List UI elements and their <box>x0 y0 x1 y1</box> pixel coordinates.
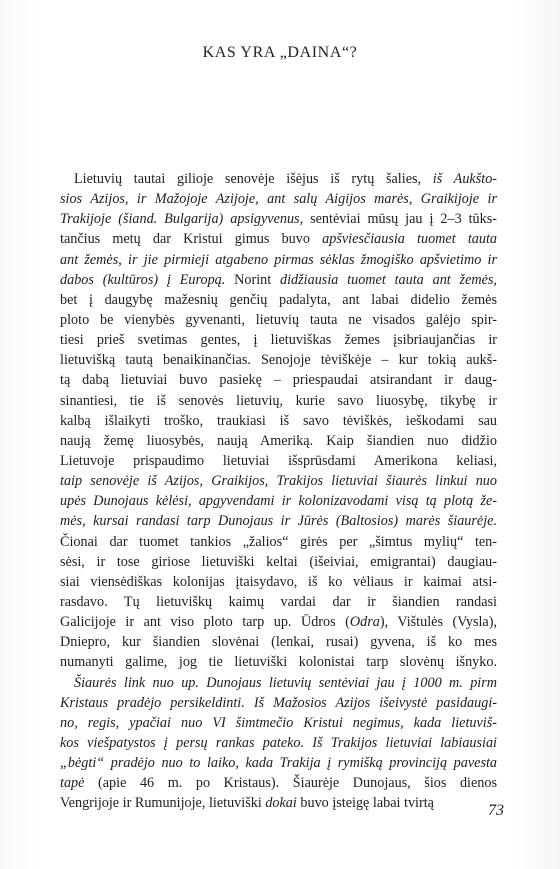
text-line <box>60 632 497 652</box>
italic-run: taip senovėje iš Azijos, Graikijos, Trakijos lietuviai šiaurės linkui nuo <box>60 473 497 490</box>
text-run: tą dabą lietuviai buvo pasiekę – priespaudai atsirandant ir daug- <box>60 372 497 389</box>
text-line <box>60 491 497 511</box>
text-line <box>60 733 497 753</box>
text-line <box>60 552 497 572</box>
text-run: Čionai dar tuomet tankios „žalios“ girės per „šimtus mylių“ ten- <box>60 533 497 550</box>
text-line <box>60 411 497 431</box>
text-line <box>60 189 497 209</box>
italic-run: upės Dunojaus kėlėsi, apgyvendami ir kolonizavodami visą tą plotą že- <box>60 493 497 510</box>
italic-run: didžiausia tuomet tauta ant žemės, <box>280 271 497 288</box>
text-line <box>60 773 497 793</box>
text-line <box>60 652 497 672</box>
text-line <box>60 169 497 189</box>
text-run: numanyti galime, jog tie lietuviški kolonistai tarp slovėnų išnyko. <box>60 654 497 671</box>
text-line <box>60 572 497 592</box>
text-run: ), Vištulės (Vysla), <box>379 614 497 631</box>
text-run: sentėviai mūsų jau į 2–3 tūks- <box>303 211 497 228</box>
text-line <box>60 290 497 310</box>
text-run: Dniepro, kur šiandien slovėnai (lenkai, rusai) gyvena, iš ko mes <box>60 634 497 651</box>
text-run: bet į daugybę mažesnių genčių padalyta, ant labai didelio žemės <box>60 291 497 308</box>
text-run: kalbą išlaikyti troško, traukiasi iš savo tėviškės, ieškodami sau <box>60 412 497 429</box>
italic-run: iš Aukšto- <box>432 171 497 187</box>
text-run: (apie 46 m. po Kristaus). Šiaurėje Dunojaus, šios dienos <box>84 775 497 792</box>
text-line <box>60 229 497 249</box>
text-run: sėsi, ir tose giriose lietuviški keltai (išeiviai, emigrantai) daugiau- <box>60 553 497 570</box>
text-run: Vengrijoje ir Rumunijoje, lietuviški <box>60 795 266 812</box>
text-line <box>60 310 497 330</box>
text-line <box>60 793 497 813</box>
text-run: Lietuvių tautai gilioje senovėje išėjus iš rytų šalies, <box>74 171 433 187</box>
text-run: rasdavo. Tų lietuviškų kaimų vardai dar ir šiandien randasi <box>60 593 497 610</box>
text-line <box>60 592 497 612</box>
text-run: ploto be vienybės gyvenanti, lietuvių tauta ne visados galėjo spir- <box>60 311 497 328</box>
italic-run: Odra <box>349 614 380 631</box>
text-line <box>60 713 497 733</box>
italic-run: dokai <box>265 795 297 812</box>
italic-run: apšviesčiausia tuomet tauta <box>322 231 497 248</box>
page-number: 73 <box>488 802 504 819</box>
text-line <box>60 753 497 773</box>
text-run: Galicijoje ir ant viso ploto tarp up. Ūdros ( <box>60 614 350 631</box>
text-run: lietuvišką tautą benaikinančias. Senojoje tėviškėje – kur tokią aukš- <box>60 352 497 369</box>
running-head: KAS YRA „DAINA“? <box>202 44 358 61</box>
text-run: tančius metų dar Kristui gimus buvo <box>60 231 323 248</box>
text-line <box>60 350 497 370</box>
text-run: buvo įsteigę labai tvirtą <box>296 795 434 812</box>
italic-run: „bėgti“ pradėjo nuo to laiko, kada Trakija į rymišką provinciją pavesta <box>60 755 497 772</box>
italic-run: Šiaurės link nuo up. Dunojaus lietuvių sentėviai jau į 1000 m. pirm <box>74 674 497 691</box>
text-line <box>60 270 497 290</box>
text-line <box>60 250 497 270</box>
italic-run: tapė <box>60 775 85 792</box>
text-line <box>60 330 497 350</box>
text-line <box>60 431 497 451</box>
text-run: Lietuvoje prispaudimo lietuviai išsprūsdami Amerikona keliasi, <box>60 452 497 469</box>
text-line <box>60 451 497 471</box>
text-line <box>60 391 497 411</box>
italic-run: Kristaus pradėjo persikeldinti. Iš Mažosios Azijos išeivystė pasidaugi- <box>60 694 497 711</box>
italic-run: mės, kursai randasi tarp Dunojaus ir Jūrės (Baltosios) marės šiaurėje. <box>60 513 497 530</box>
text-line <box>60 370 497 390</box>
text-line <box>60 511 497 531</box>
text-run: siai viensėdiškas kolonijas įtaisydavo, iš ko vėliaus ir kaimai atsi- <box>60 573 497 590</box>
italic-run: no, regis, ypačiai nuo VI šimtmečio Kristui negimus, kada lietuviš- <box>60 714 497 731</box>
italic-run: dabos (kultūros) į Europą. <box>60 271 226 288</box>
text-line <box>60 532 497 552</box>
text-line <box>60 209 497 229</box>
italic-run: Trakijoje (šiand. Bulgarija) apsigyvenus, <box>60 211 304 228</box>
text-line <box>60 693 497 713</box>
text-run: Norint <box>225 271 281 288</box>
text-run: sinantiesi, tie iš senovės lietuvių, kurie savo liuosybę, tikybę ir <box>60 392 497 409</box>
italic-run: sios Azijos, ir Mažojoje Azijoje, ant salų Aigijos marės, Graikijoje ir <box>60 191 497 208</box>
text-run: tiesi prieš svetimas gentes, į lietuviškas žemes įsibriaujančias ir <box>60 332 497 349</box>
italic-run: kos viešpatystos į persų rankas pateko. Iš Trakijos lietuviai labiausiai <box>60 734 497 751</box>
text-line <box>60 612 497 632</box>
text-run: naują žemę liuosybės, naują Ameriką. Kaip šiandien nuo didžio <box>60 432 497 449</box>
text-line <box>60 471 497 491</box>
body-text <box>60 169 497 814</box>
italic-run: ant žemės, ir jie pirmieji atgabeno pirmas sėklas žmogiško apšvietimo ir <box>60 251 497 268</box>
text-line <box>60 673 497 693</box>
